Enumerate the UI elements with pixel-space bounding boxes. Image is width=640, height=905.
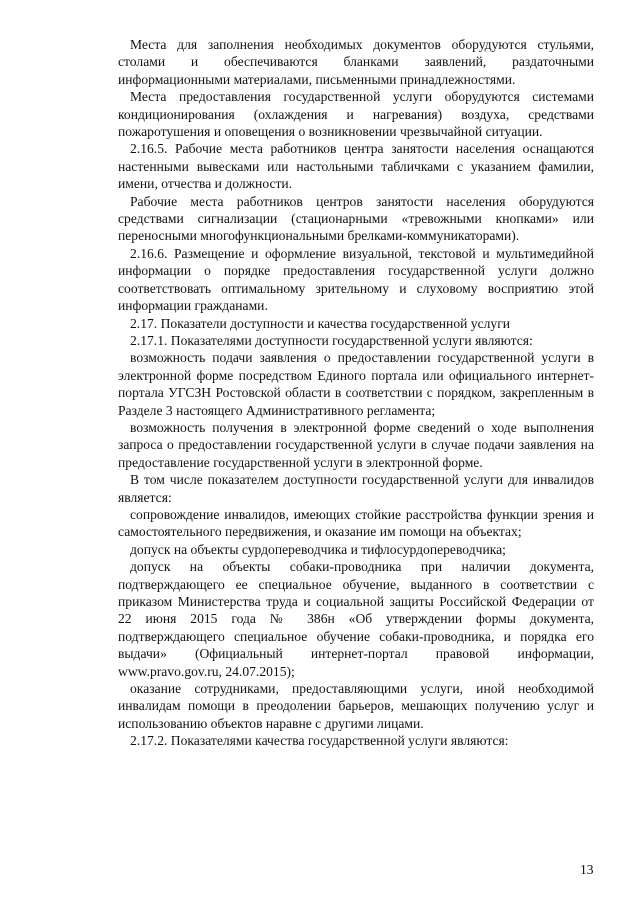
list-item-electronic-status: возможность получения в электронной форме сведений о ходе выполнения запроса о предоставлении государственной услуги в случае подачи заявления на предоставление государственной услуги в электронной форме. bbox=[118, 419, 594, 470]
list-item-guide-dog: допуск на объекты собаки-проводника при наличии документа, подтверждающего ее специальное обучение, выданного в соответствии с приказом Министерства труда и социальной защиты Российской Федерации от 22 июня 2015 года № 386н «Об утверждении формы документа, подтверждающего специальное обучение собаки-проводника, и порядка его выдачи» (Официальный интернет-портал правовой информации, www.pravo.gov.ru, 24.07.2015); bbox=[118, 559, 594, 679]
document-body bbox=[118, 36, 594, 750]
paragraph-places-documents: Места для заполнения необходимых документов оборудуются стульями, столами и обеспечиваются бланками заявлений, раздаточными информационными материалами, письменными принадлежностями. bbox=[118, 37, 594, 87]
paragraph-workplaces-alarm: Рабочие места работников центров занятости населения оборудуются средствами сигнализации (стационарными «тревожными кнопками» или переносными многофункциональными брелками-коммуникаторами). bbox=[118, 193, 594, 244]
list-item-sign-interpreter: допуск на объекты сурдопереводчика и тифлосурдопереводчика; bbox=[130, 541, 506, 557]
paragraph-places-equipment: Места предоставления государственной услуги оборудуются системами кондиционирования (охлаждения и нагревания) воздуха, средствами пожаротушения и оповещения о возникновении чрезвычайной ситуации. bbox=[118, 89, 594, 140]
page-number: 13 bbox=[580, 862, 594, 877]
paragraph-2-16-5: 2.16.5. Рабочие места работников центра занятости населения оснащаются настенными вывесками или настольными табличками с указанием фамилии, имени, отчества и должности. bbox=[118, 141, 594, 192]
paragraph-disabled-accessibility: В том числе показателем доступности государственной услуги для инвалидов является: bbox=[118, 472, 594, 505]
list-item-electronic-application: возможность подачи заявления о предоставлении государственной услуги в электронной форме посредством Единого портала или официального интернет-портала УГСЗН Ростовской области в соответствии с порядком, закрепленным в Разделе 3 настоящего Административного регламента; bbox=[118, 350, 594, 418]
paragraph-2-17-1: 2.17.1. Показателями доступности государственной услуги являются: bbox=[130, 332, 533, 348]
paragraph-2-17-2: 2.17.2. Показателями качества государственной услуги являются: bbox=[130, 733, 509, 749]
list-item-escort: сопровождение инвалидов, имеющих стойкие расстройства функции зрения и самостоятельного передвижения, и оказание им помощи на объектах; bbox=[118, 506, 594, 540]
list-item-staff-assistance: оказание сотрудниками, предоставляющими услуги, иной необходимой инвалидам помощи в преодолении барьеров, мешающих получению услуг и использованию объектов наравне с другими лицами. bbox=[118, 681, 594, 731]
section-heading-2-17: 2.17. Показатели доступности и качества государственной услуги bbox=[130, 315, 511, 331]
paragraph-2-16-6: 2.16.6. Размещение и оформление визуальной, текстовой и мультимедийной информации о порядке предоставления государственной услуги должно соответствовать оптимальному зрительному и слуховому восприятию этой информации гражданами. bbox=[118, 245, 594, 314]
